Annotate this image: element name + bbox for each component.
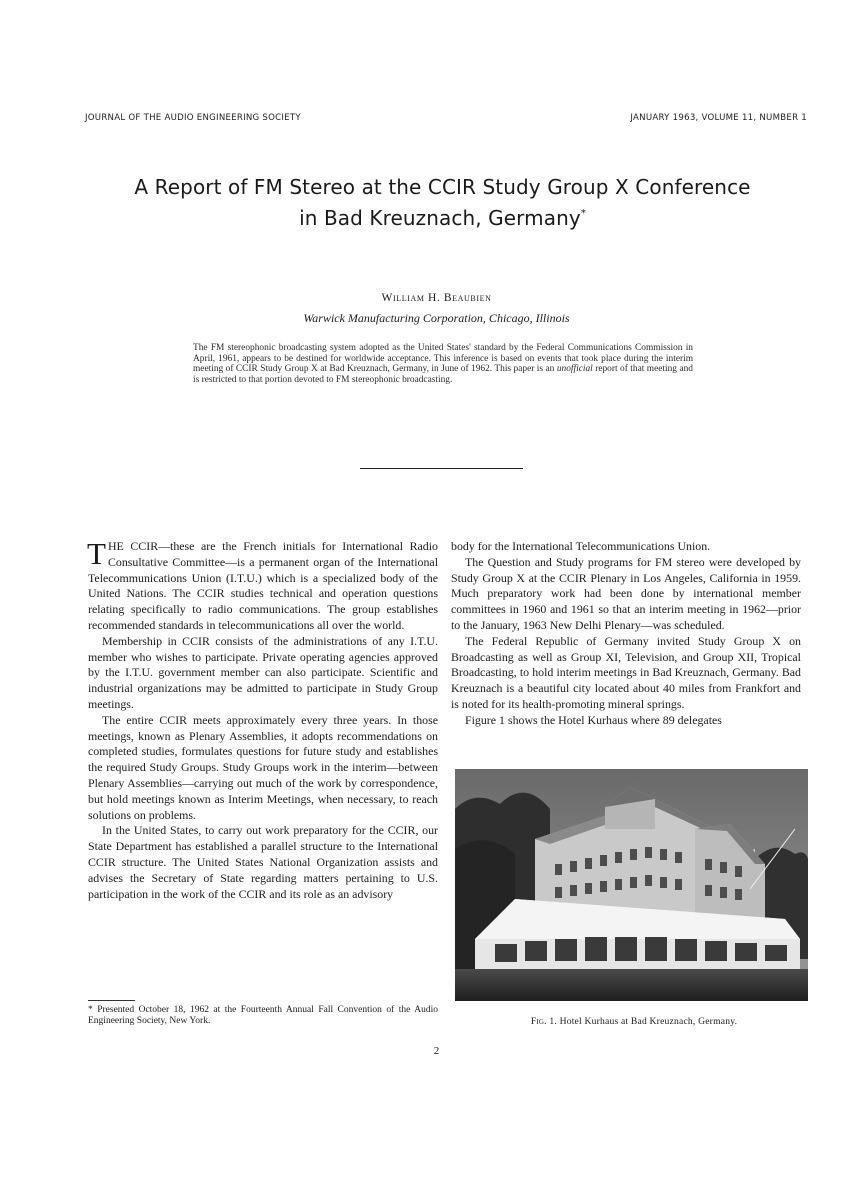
hotel-photo (455, 769, 808, 1001)
figure-caption-text: Hotel Kurhaus at Bad Kreuznach, Germany. (559, 1016, 738, 1027)
footnote: * Presented October 18, 1962 at the Fourteenth Annual Fall Convention of the Audio Engineering Society, New York. (88, 1005, 438, 1026)
title-line-2-text: in Bad Kreuznach, Germany (299, 206, 581, 230)
footnote-rule (88, 1000, 135, 1001)
body-column-right (451, 539, 801, 729)
abstract-emphasis: unofficial (556, 364, 593, 375)
drop-cap: T (87, 536, 106, 571)
body-paragraph-4: In the United States, to carry out work preparatory for the CCIR, our State Department has established a parallel structure to the International CCIR structure. The United States National Organization assists and advises the Secretary of State regarding matters pertaining to U.S. participation in the work of the CCIR and its role as an advisory (88, 823, 438, 901)
author-affiliation: Warwick Manufacturing Corporation, Chicago, Illinois (303, 311, 570, 325)
body-paragraph-6: The Federal Republic of Germany invited Study Group X on Broadcasting as well as Group XI, Television, and Group XII, Tropical Broadcasting, to hold interim meetings in Bad Kreuznach, Germany. Bad Kreuznach is a beautiful city located about 40 miles from Frankfort and is noted for its health-promoting mineral springs. (451, 633, 801, 711)
body-paragraph-3: The entire CCIR meets approximately every three years. In those meetings, known as Plenary Assemblies, it adopts recommendations on completed studies, formulates questions for future study and establishes the required Study Groups. Study Groups work in the interim—between Plenary Assemblies—carrying out much of the work by correspondence, but hold meetings known as Interim Meetings, when necessary, to reach solutions on problems. (88, 712, 438, 822)
issue-header: JANUARY 1963, VOLUME 11, NUMBER 1 (630, 113, 807, 123)
body-paragraph-2: Membership in CCIR consists of the administrations of any I.T.U. member who wishes to participate. Private operating agencies approved by the I.T.U. government member can also participate. Scientific and industrial organizations may be admitted to participate in Study Group meetings. (88, 633, 438, 711)
hotel-photo-image (455, 769, 808, 1001)
abstract-text-2: report of that meeting and is restricted to that portion devoted to FM stereophonic broadcasting. (193, 364, 693, 385)
body-paragraph-7: Figure 1 shows the Hotel Kurhaus where 89 delegates (465, 712, 722, 727)
article-title-line-1: A Report of FM Stereo at the CCIR Study Group X Conference (134, 175, 751, 199)
journal-header: JOURNAL OF THE AUDIO ENGINEERING SOCIETY (85, 113, 301, 123)
title-footnote-marker: * (580, 208, 586, 219)
body-column-left (87, 536, 438, 902)
page-number: 2 (433, 1045, 440, 1057)
paragraph-1-text: HE CCIR—these are the French initials for International Radio Consultative Committee—is a permanent organ of the International Telecommunications Union (I.T.U.) which is a specialized body of the United Nations. The CCIR studies technical and operation questions relating specifically to radio communications. The group establishes recommended standards in telecommunications all over the world. (88, 539, 438, 632)
figure-label: Fig. 1. (530, 1016, 557, 1027)
body-paragraph-1 (87, 536, 438, 634)
author-name: William H. Beaubien (381, 292, 492, 304)
abstract (193, 343, 693, 385)
article-title-line-2 (80, 206, 805, 230)
body-paragraph-4-continued: body for the International Telecommunications Union. (451, 539, 711, 553)
body-paragraph-5: The Question and Study programs for FM stereo were developed by Study Group X at the CCIR Plenary in Los Angeles, California in 1959. Much preparatory work had been done by international member committees in 1960 and 1961 so that an interim meeting in 1962—prior to the January, 1963 New Delhi Plenary—was scheduled. (451, 554, 801, 632)
section-divider (360, 468, 523, 469)
figure-caption (451, 1016, 817, 1027)
abstract-text-1: The FM stereophonic broadcasting system adopted as the United States' standard by the Federal Communications Commission in April, 1961, appears to be destined for worldwide acceptance. This inference is based on events that took place during the interim meeting of CCIR Study Group X at Bad Kreuznach, Germany, in June of 1962. This paper is an (193, 343, 693, 375)
